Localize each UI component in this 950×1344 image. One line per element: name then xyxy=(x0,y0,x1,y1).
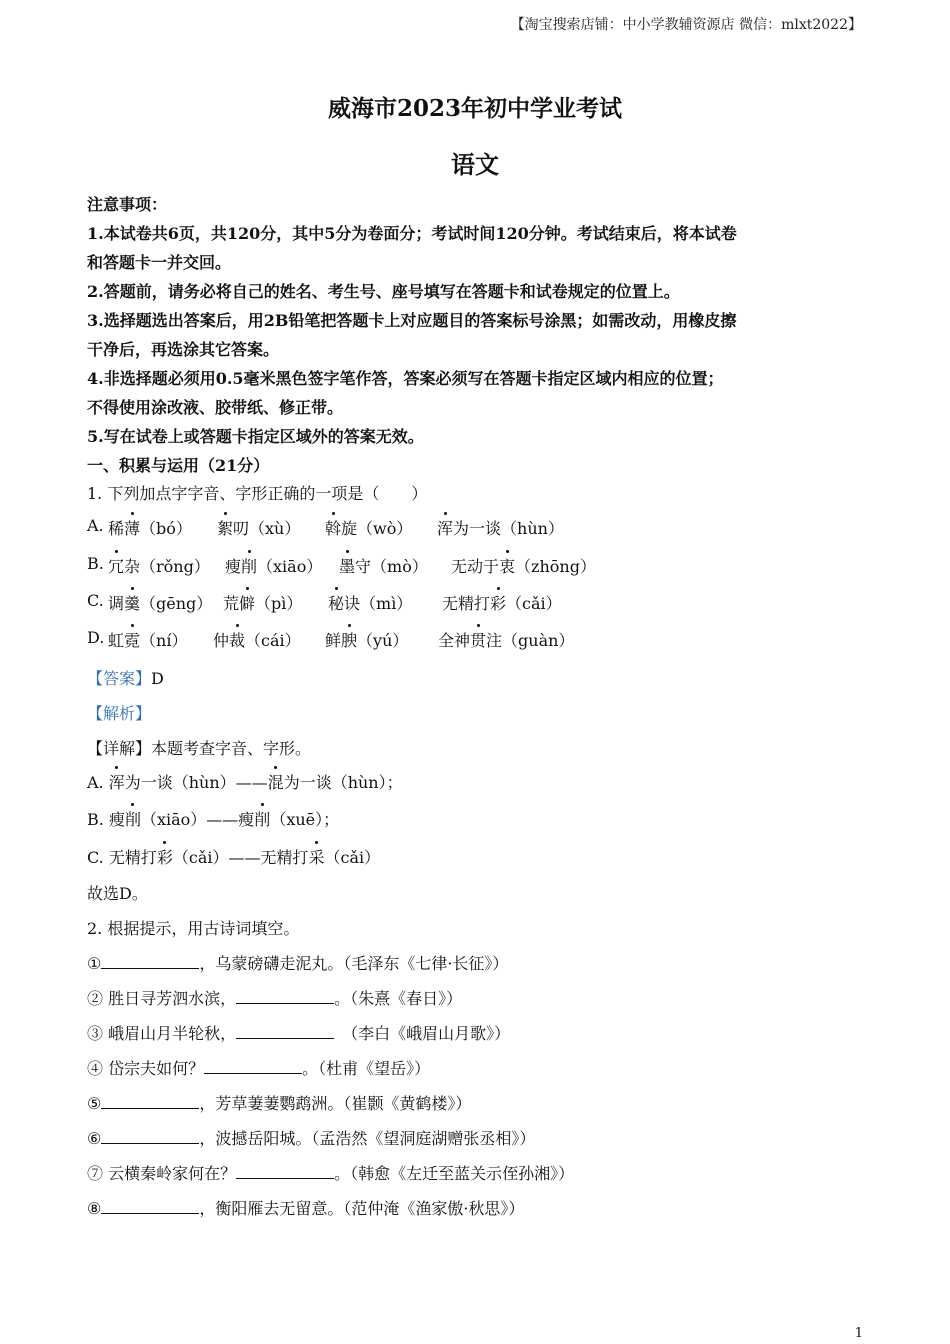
answer-line xyxy=(87,666,164,689)
option-label: D. xyxy=(87,628,105,647)
option-row xyxy=(87,554,596,576)
option-item: 荒僻（pì） xyxy=(223,591,302,614)
analysis-tag: 【解析】 xyxy=(87,704,152,723)
option-item: 浑为一谈（hùn） xyxy=(437,516,564,539)
fill-blank-item: ④ 岱宗夫如何？ 。（杜甫《望岳》） xyxy=(87,1059,431,1078)
option-row xyxy=(87,591,562,613)
answer-tag: 【答案】 xyxy=(87,669,152,688)
option-item: 冗杂（rǒng） xyxy=(108,554,210,577)
page-number: 1 xyxy=(854,1326,863,1341)
option-item: 墨守（mò） xyxy=(339,554,428,577)
option-item: 瘦削（xiāo） xyxy=(225,554,322,577)
fill-blank-item: ③ 峨眉山月半轮秋， （李白《峨眉山月歌》） xyxy=(87,1024,511,1043)
answer-blank[interactable] xyxy=(236,1166,334,1179)
option-item: 虹霓（ní） xyxy=(108,628,187,651)
subject-title: 语文 xyxy=(451,150,499,179)
notice-heading: 注意事项： xyxy=(87,195,168,214)
notice-line: 5.写在试卷上或答题卡指定区域外的答案无效。 xyxy=(87,427,424,446)
option-label: A. xyxy=(87,516,104,535)
answer-value: D xyxy=(151,669,164,688)
option-item: 絮叨（xù） xyxy=(217,516,300,539)
notice-line: 1.本试卷共6页，共120分，其中5分为卷面分；考试时间120分钟。考试结束后，将本试卷 xyxy=(87,224,737,243)
option-item: 全神贯注（guàn） xyxy=(438,628,574,651)
option-item: 秘诀（mì） xyxy=(328,591,412,614)
option-item: 无动于衷（zhōng） xyxy=(451,554,596,577)
exam-title: 威海市2023年初中学业考试 xyxy=(327,95,622,122)
fill-blank-item: ① ，乌蒙磅礴走泥丸。（毛泽东《七律·长征》） xyxy=(87,954,509,973)
answer-blank[interactable] xyxy=(101,1201,199,1214)
answer-blank[interactable] xyxy=(101,1131,199,1144)
notice-line: 和答题卡一并交回。 xyxy=(87,253,232,272)
option-item: 斡旋（wò） xyxy=(325,516,412,539)
notice-line: 4.非选择题必须用0.5毫米黑色签字笔作答，答案必须写在答题卡指定区域内相应的位置； xyxy=(87,369,724,388)
explanation-line: C. 无精打彩（cǎi）——无精打采（cǎi） xyxy=(87,845,380,868)
option-row xyxy=(87,628,575,650)
option-label: B. xyxy=(87,554,104,573)
notice-line: 2.答题前，请务必将自己的姓名、考生号、座号填写在答题卡和试卷规定的位置上。 xyxy=(87,282,680,301)
option-label: C. xyxy=(87,591,104,610)
detail-line: 【详解】本题考查字音、字形。 xyxy=(87,739,312,758)
option-item: 仲裁（cái） xyxy=(213,628,301,651)
option-item: 无精打彩（cǎi） xyxy=(442,591,562,614)
fill-blank-item: ② 胜日寻芳泗水滨， 。（朱熹《春日》） xyxy=(87,989,463,1008)
fill-blank-item: ⑦ 云横秦岭家何在？ 。（韩愈《左迁至蓝关示侄孙湘》） xyxy=(87,1164,575,1183)
answer-blank[interactable] xyxy=(236,1026,334,1039)
fill-blank-item: ⑧ ，衡阳雁去无留意。（范仲淹《渔家傲·秋思》） xyxy=(87,1199,525,1218)
answer-blank[interactable] xyxy=(236,991,334,1004)
section-heading: 一、积累与运用（21分） xyxy=(87,456,270,475)
explanation-line: A. 浑为一谈（hùn）——混为一谈（hùn）； xyxy=(87,770,403,793)
notice-line: 不得使用涂改液、胶带纸、修正带。 xyxy=(87,398,344,417)
answer-blank[interactable] xyxy=(101,956,199,969)
explanation-line: B. 瘦削（xiāo）——瘦削（xuē）； xyxy=(87,807,339,830)
option-item: 稀薄（bó） xyxy=(108,516,192,539)
fill-blank-item: ⑤ ，芳草萋萋鹦鹉洲。（崔颢《黄鹤楼》） xyxy=(87,1094,472,1113)
option-item: 鲜腴（yú） xyxy=(325,628,408,651)
option-row xyxy=(87,516,564,538)
answer-blank[interactable] xyxy=(101,1096,199,1109)
header-watermark: 【淘宝搜索店铺：中小学教辅资源店 微信：mlxt2022】 xyxy=(510,17,862,33)
notice-line: 3.选择题选出答案后，用2B铅笔把答题卡上对应题目的答案标号涂黑；如需改动，用橡皮擦 xyxy=(87,311,737,330)
option-item: 调羹（gēng） xyxy=(108,591,212,614)
question-stem: 2. 根据提示，用古诗词填空。 xyxy=(87,919,300,938)
question-stem: 1. 下列加点字字音、字形正确的一项是（ ） xyxy=(87,484,428,503)
fill-blank-item: ⑥ ，波撼岳阳城。（孟浩然《望洞庭湖赠张丞相》） xyxy=(87,1129,536,1148)
conclusion-line: 故选D。 xyxy=(87,884,148,903)
answer-blank[interactable] xyxy=(204,1061,302,1074)
notice-line: 干净后，再选涂其它答案。 xyxy=(87,340,280,359)
